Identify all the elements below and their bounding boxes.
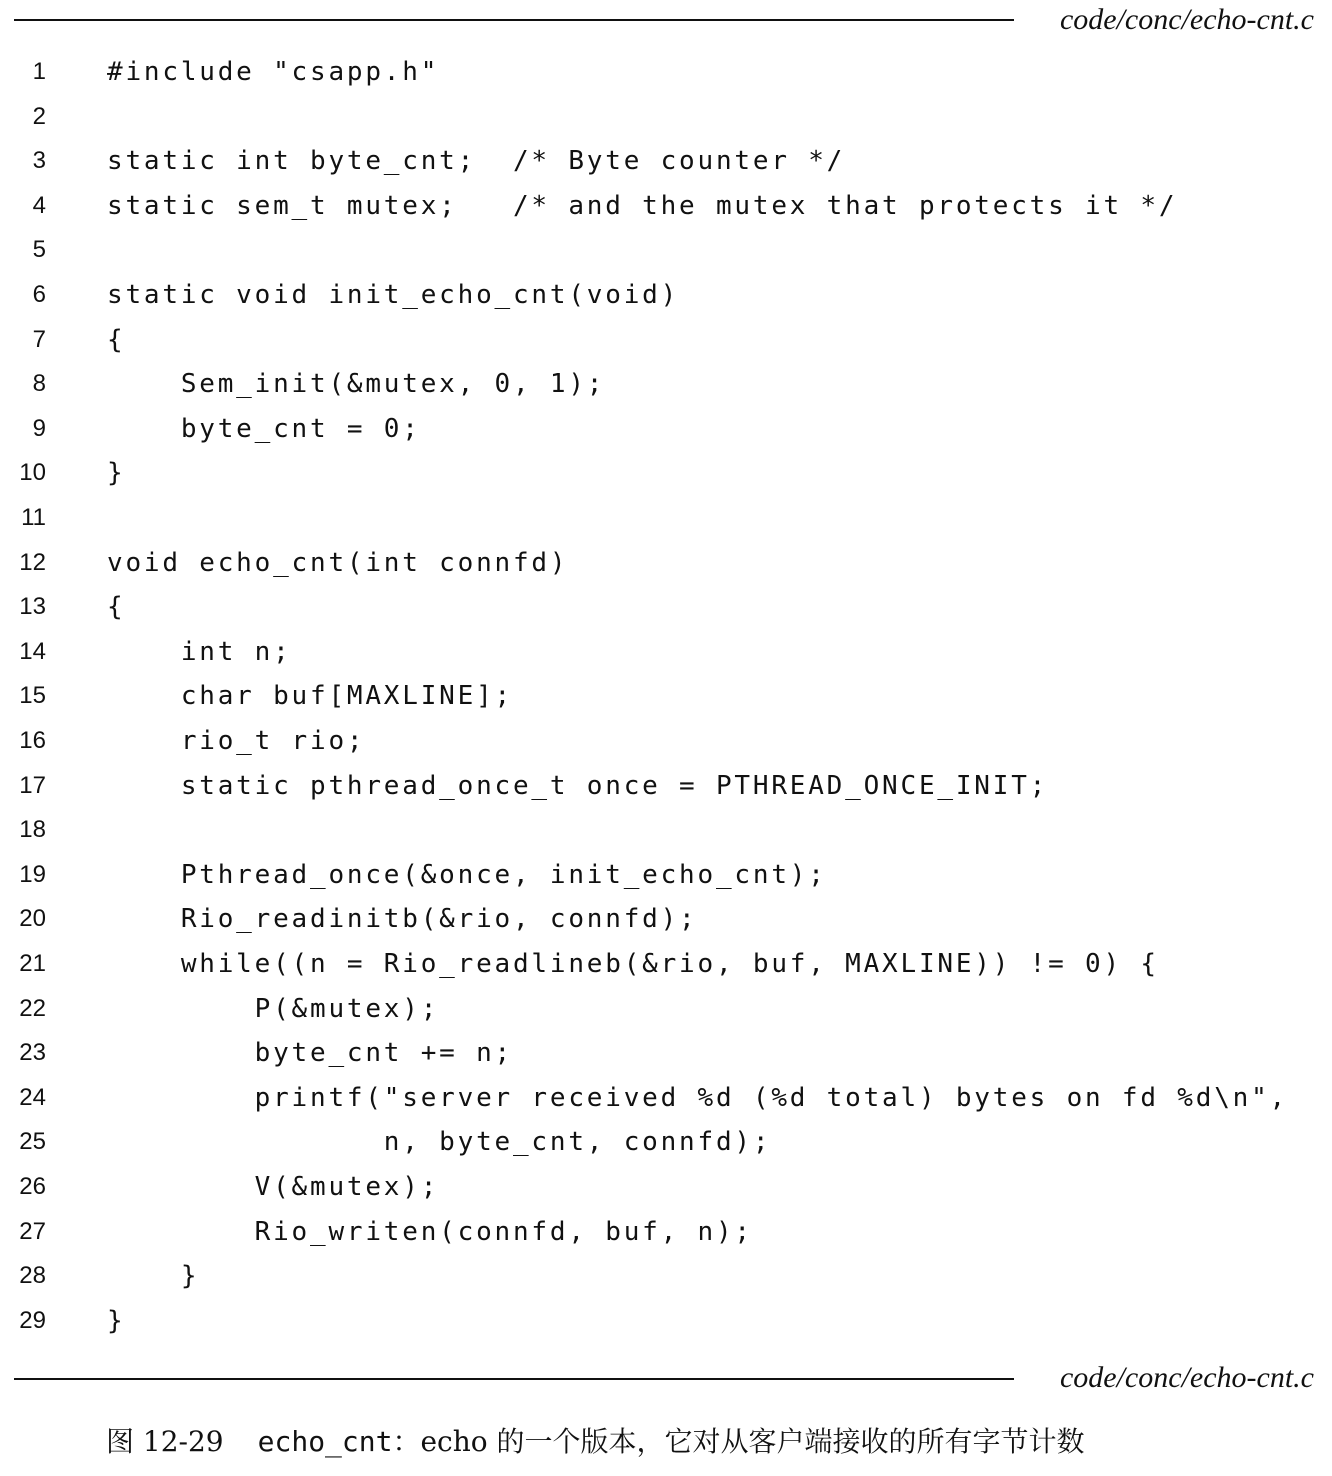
code-line xyxy=(0,987,1332,1031)
header-file-label: code/conc/echo-cnt.c xyxy=(1059,3,1314,36)
line-number: 1 xyxy=(32,58,46,85)
code-line xyxy=(0,897,1332,941)
code-text: Rio_writen(connfd, buf, n); xyxy=(107,1216,753,1247)
code-text: { xyxy=(107,592,126,623)
line-number: 14 xyxy=(19,637,46,665)
line-number: 7 xyxy=(32,325,46,353)
code-line xyxy=(0,451,1332,495)
code-line xyxy=(0,1165,1332,1209)
line-number: 10 xyxy=(19,459,46,487)
code-text: void echo_cnt(int connfd) xyxy=(107,547,569,578)
line-number: 28 xyxy=(19,1262,46,1290)
line-number: 27 xyxy=(19,1217,46,1245)
code-line xyxy=(0,50,1332,94)
line-number: 18 xyxy=(19,816,46,844)
listing-header xyxy=(14,0,1314,40)
code-text: static int byte_cnt; /* Byte counter */ xyxy=(107,146,846,177)
listing-footer xyxy=(14,1358,1314,1398)
code-text: Rio_readinitb(&rio, connfd); xyxy=(107,904,698,935)
line-number: 4 xyxy=(32,191,46,219)
code-line xyxy=(0,942,1332,986)
code-text: V(&mutex); xyxy=(107,1172,440,1202)
line-number: 12 xyxy=(19,548,46,576)
code-line xyxy=(0,95,1332,139)
figure-number: 图 12-29 xyxy=(106,1425,224,1458)
code-line xyxy=(0,764,1332,808)
code-text: static sem_t mutex; /* and the mutex that protects it */ xyxy=(107,190,1178,221)
code-line xyxy=(0,273,1332,317)
line-number: 11 xyxy=(21,504,46,531)
code-line xyxy=(0,1031,1332,1075)
code-text: printf("server received %d (%d total) bytes on fd %d\n", xyxy=(107,1082,1289,1113)
code-line xyxy=(0,496,1332,540)
line-number: 25 xyxy=(19,1128,46,1156)
code-text: while((n = Rio_readlineb(&rio, buf, MAXLINE)) != 0) { xyxy=(107,949,1159,979)
line-number: 2 xyxy=(32,102,46,130)
code-text: { xyxy=(107,324,126,355)
code-line xyxy=(0,541,1332,585)
line-number: 15 xyxy=(19,682,46,710)
line-number: 24 xyxy=(19,1083,46,1111)
code-line xyxy=(0,1120,1332,1164)
code-text: static pthread_once_t once = PTHREAD_ONCE_INIT; xyxy=(107,770,1049,801)
figure-caption xyxy=(106,1422,1085,1462)
code-text: static void init_echo_cnt(void) xyxy=(107,280,680,310)
line-number: 23 xyxy=(19,1039,46,1067)
line-number: 17 xyxy=(19,771,46,799)
line-number: 8 xyxy=(32,370,46,398)
code-line xyxy=(0,853,1332,897)
code-text: } xyxy=(107,1305,126,1336)
code-line xyxy=(0,362,1332,406)
code-line xyxy=(0,184,1332,228)
line-number: 13 xyxy=(19,593,46,621)
code-line xyxy=(0,630,1332,674)
code-line xyxy=(0,719,1332,763)
code-text: Pthread_once(&once, init_echo_cnt); xyxy=(107,859,827,890)
code-line xyxy=(0,407,1332,451)
code-line xyxy=(0,585,1332,629)
code-text: } xyxy=(107,1261,200,1292)
code-line xyxy=(0,1299,1332,1343)
code-text: n, byte_cnt, connfd); xyxy=(107,1127,772,1158)
code-text: byte_cnt = 0; xyxy=(107,413,421,444)
line-number: 20 xyxy=(19,905,46,933)
code-line xyxy=(0,318,1332,362)
code-line xyxy=(0,139,1332,183)
footer-rule xyxy=(14,1378,1014,1380)
line-number: 22 xyxy=(19,994,46,1022)
line-number: 6 xyxy=(32,281,46,308)
line-number: 21 xyxy=(19,950,46,977)
code-line xyxy=(0,1076,1332,1120)
code-text: Sem_init(&mutex, 0, 1); xyxy=(107,369,606,400)
line-number: 29 xyxy=(19,1306,46,1334)
line-number: 16 xyxy=(19,727,46,754)
code-line xyxy=(0,228,1332,272)
code-text: } xyxy=(107,458,126,489)
caption-function-name: echo_cnt xyxy=(257,1425,393,1458)
code-line xyxy=(0,1254,1332,1298)
line-number: 19 xyxy=(19,860,46,888)
code-text: int n; xyxy=(107,636,292,667)
line-number: 5 xyxy=(32,236,46,264)
code-text: P(&mutex); xyxy=(107,993,440,1024)
caption-text: ：echo 的一个版本，它对从客户端接收的所有字节计数 xyxy=(392,1425,1085,1458)
code-line xyxy=(0,674,1332,718)
header-rule xyxy=(14,19,1014,21)
code-text: char buf[MAXLINE]; xyxy=(107,681,513,712)
code-line xyxy=(0,808,1332,852)
line-number: 9 xyxy=(32,414,46,442)
code-line xyxy=(0,1210,1332,1254)
footer-file-label: code/conc/echo-cnt.c xyxy=(1059,1361,1314,1394)
code-text: #include "csapp.h" xyxy=(107,57,440,87)
line-number: 3 xyxy=(32,147,46,175)
code-text: rio_t rio; xyxy=(107,726,366,756)
code-text: byte_cnt += n; xyxy=(107,1038,513,1069)
line-number: 26 xyxy=(19,1173,46,1200)
